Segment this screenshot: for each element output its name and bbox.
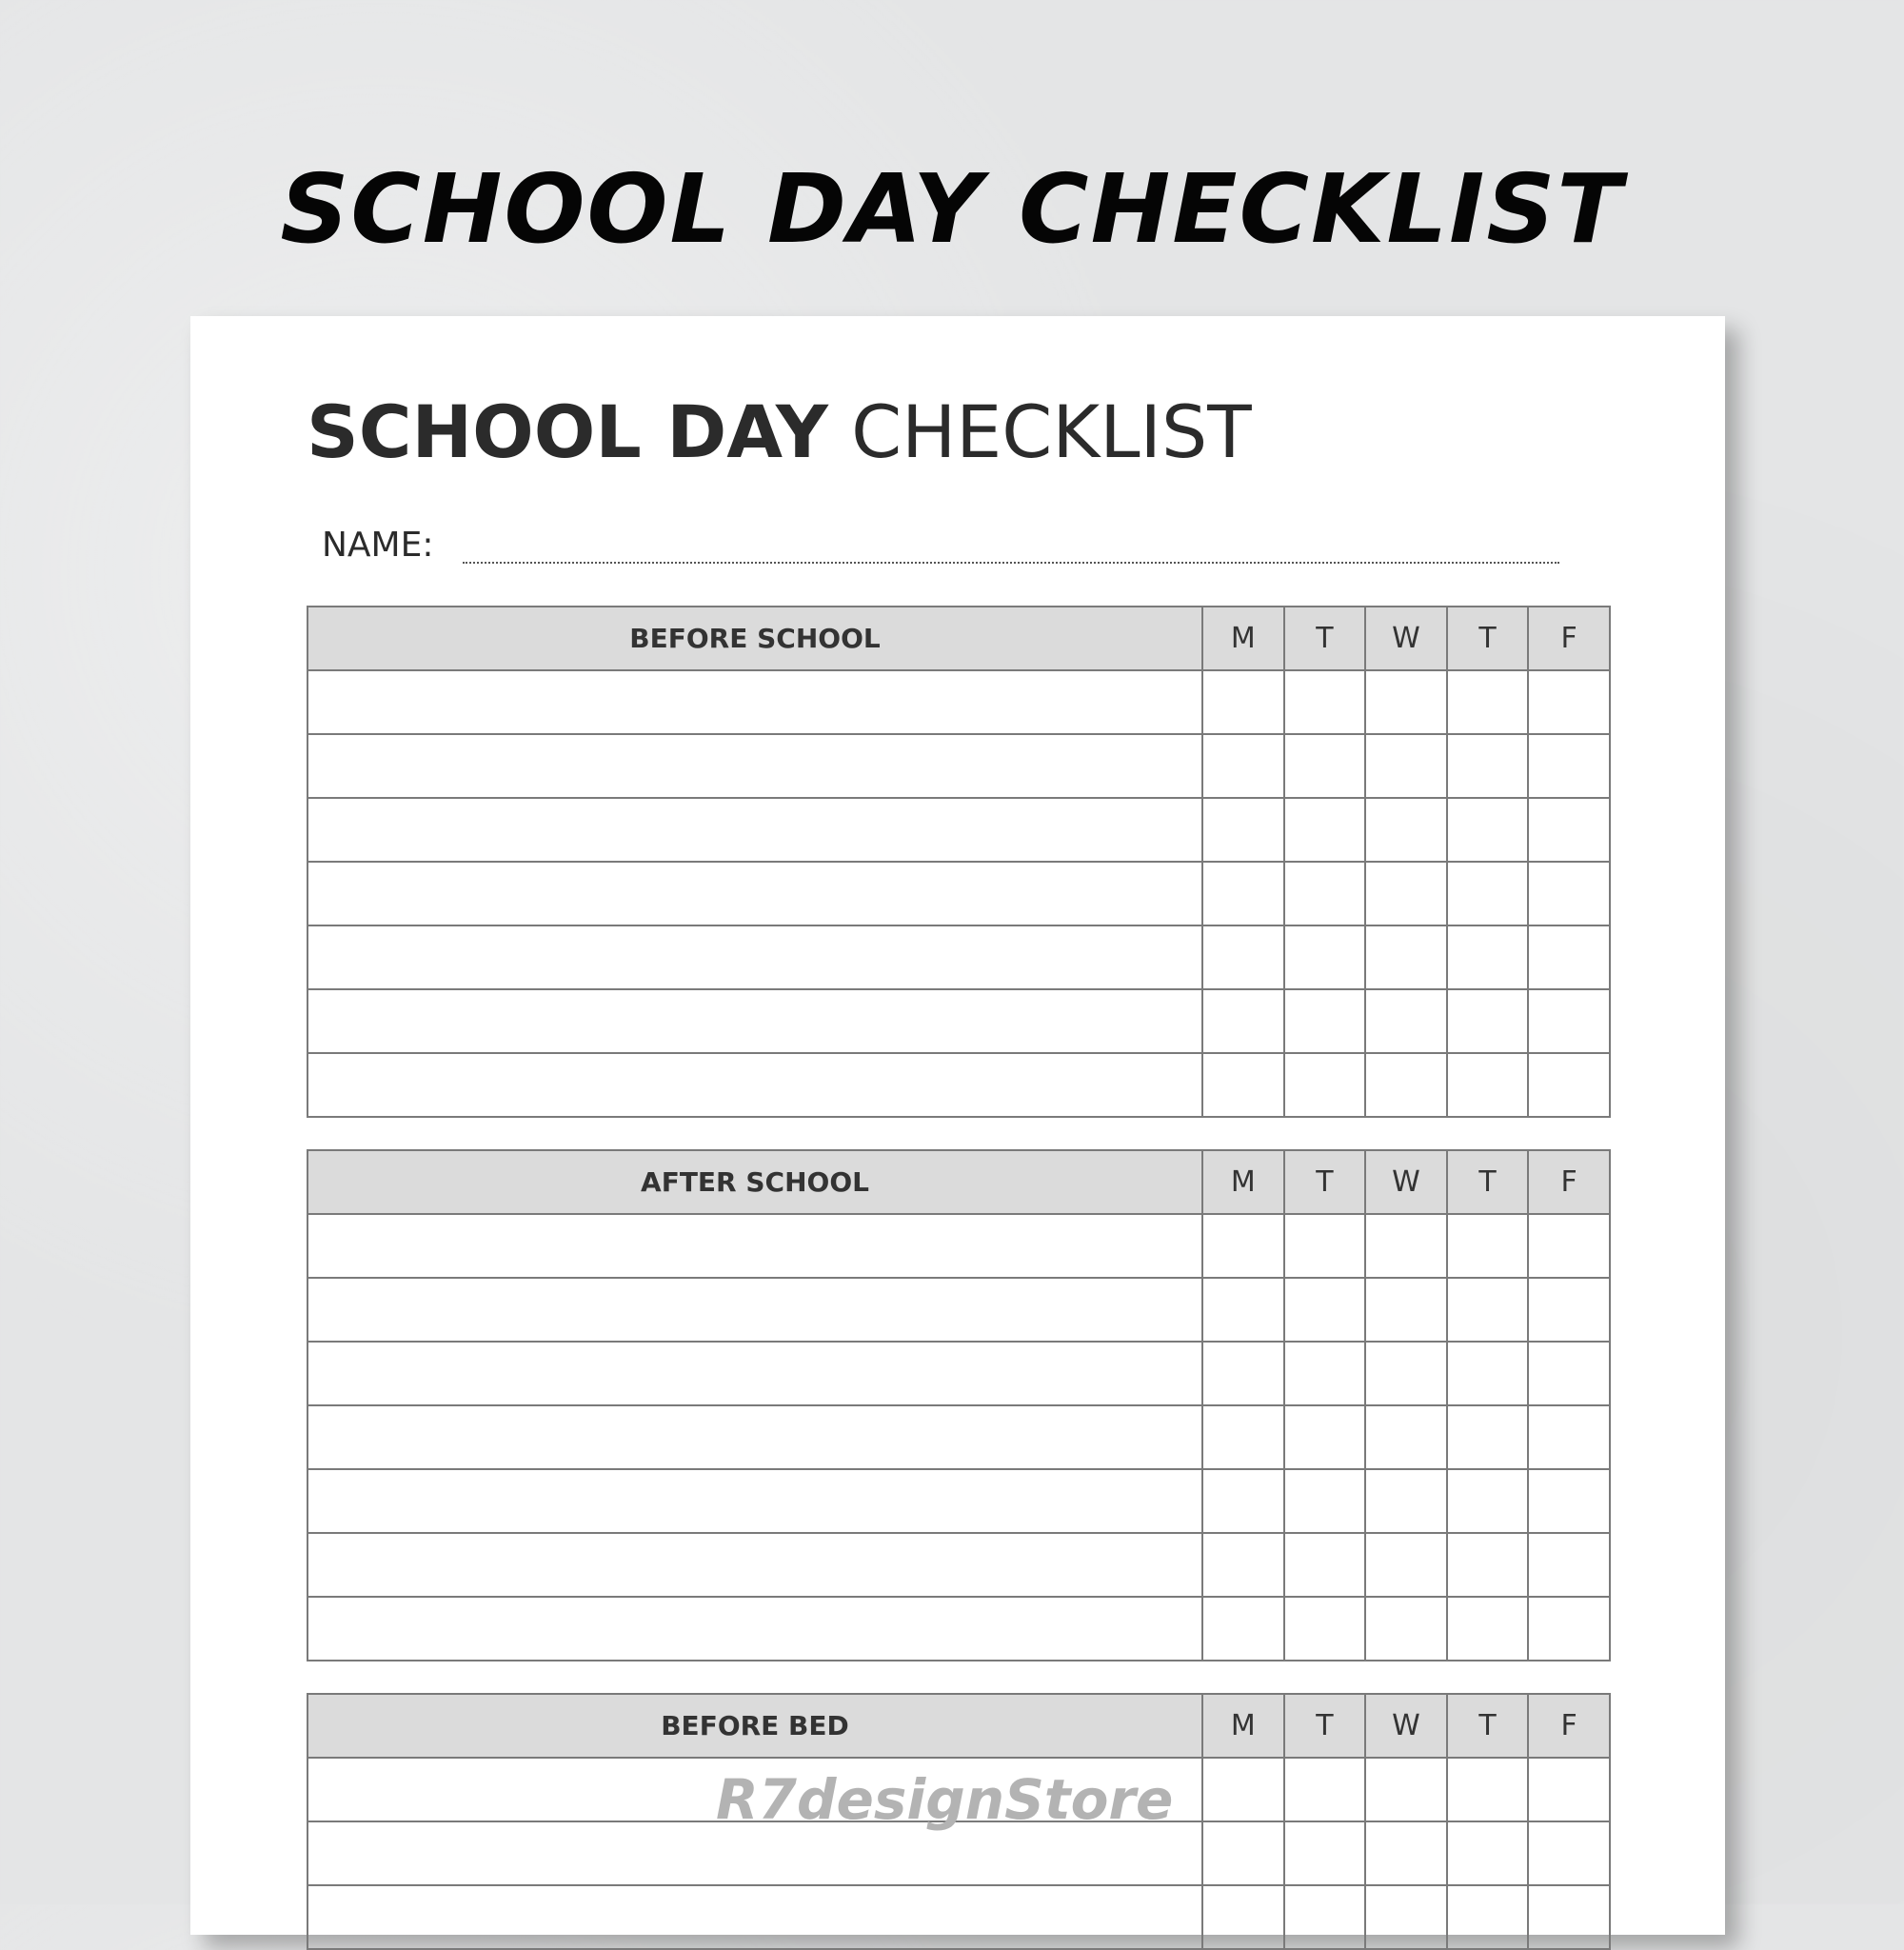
check-cell-thursday[interactable] <box>1447 925 1529 989</box>
check-cell-friday[interactable] <box>1528 1469 1610 1533</box>
section-rows <box>307 1214 1610 1661</box>
check-cell-monday[interactable] <box>1202 1053 1284 1117</box>
check-cell-wednesday[interactable] <box>1365 670 1447 734</box>
checklist-row <box>307 670 1610 734</box>
day-header-monday: M <box>1202 1694 1284 1758</box>
check-cell-tuesday[interactable] <box>1284 862 1366 925</box>
task-cell[interactable] <box>307 1278 1202 1342</box>
check-cell-wednesday[interactable] <box>1365 734 1447 798</box>
check-cell-friday[interactable] <box>1528 734 1610 798</box>
day-header-wednesday: W <box>1365 1694 1447 1758</box>
day-header-thursday: T <box>1447 1150 1529 1214</box>
check-cell-monday[interactable] <box>1202 798 1284 862</box>
checklist-sheet <box>190 316 1725 1935</box>
check-cell-tuesday[interactable] <box>1284 925 1366 989</box>
check-cell-friday[interactable] <box>1528 1758 1610 1821</box>
check-cell-friday[interactable] <box>1528 1597 1610 1661</box>
day-header-wednesday: W <box>1365 1150 1447 1214</box>
check-cell-monday[interactable] <box>1202 1405 1284 1469</box>
check-cell-monday[interactable] <box>1202 1469 1284 1533</box>
check-cell-thursday[interactable] <box>1447 1533 1529 1597</box>
task-cell[interactable] <box>307 670 1202 734</box>
check-cell-monday[interactable] <box>1202 670 1284 734</box>
day-header-thursday: T <box>1447 607 1529 670</box>
checklist-row <box>307 1597 1610 1661</box>
checklist-row <box>307 1469 1610 1533</box>
check-cell-thursday[interactable] <box>1447 1597 1529 1661</box>
task-cell[interactable] <box>307 1053 1202 1117</box>
day-header-thursday: T <box>1447 1694 1529 1758</box>
check-cell-monday[interactable] <box>1202 1885 1284 1949</box>
check-cell-thursday[interactable] <box>1447 798 1529 862</box>
task-cell[interactable] <box>307 1405 1202 1469</box>
check-cell-tuesday[interactable] <box>1284 670 1366 734</box>
task-cell[interactable] <box>307 734 1202 798</box>
task-cell[interactable] <box>307 1533 1202 1597</box>
checklist-row <box>307 1533 1610 1597</box>
checklist-row <box>307 862 1610 925</box>
check-cell-wednesday[interactable] <box>1365 1405 1447 1469</box>
check-cell-monday[interactable] <box>1202 925 1284 989</box>
name-row <box>322 516 1559 573</box>
day-header-tuesday: T <box>1284 607 1366 670</box>
check-cell-tuesday[interactable] <box>1284 798 1366 862</box>
checklist-row <box>307 925 1610 989</box>
section-rows <box>307 670 1610 1117</box>
check-cell-wednesday[interactable] <box>1365 925 1447 989</box>
check-cell-monday[interactable] <box>1202 1821 1284 1885</box>
checklist-row <box>307 1885 1610 1949</box>
check-cell-tuesday[interactable] <box>1284 1469 1366 1533</box>
section-before-school <box>307 606 1611 1118</box>
name-label: NAME: <box>322 526 434 565</box>
check-cell-thursday[interactable] <box>1447 862 1529 925</box>
checklist-row <box>307 1278 1610 1342</box>
task-cell[interactable] <box>307 989 1202 1053</box>
check-cell-wednesday[interactable] <box>1365 798 1447 862</box>
check-cell-monday[interactable] <box>1202 1533 1284 1597</box>
check-cell-tuesday[interactable] <box>1284 1821 1366 1885</box>
check-cell-thursday[interactable] <box>1447 1053 1529 1117</box>
check-cell-friday[interactable] <box>1528 1214 1610 1278</box>
check-cell-monday[interactable] <box>1202 862 1284 925</box>
check-cell-wednesday[interactable] <box>1365 1533 1447 1597</box>
check-cell-tuesday[interactable] <box>1284 1278 1366 1342</box>
day-header-friday: F <box>1528 1694 1610 1758</box>
sheet-title-bold: SCHOOL DAY <box>307 389 828 474</box>
check-cell-thursday[interactable] <box>1447 1758 1529 1821</box>
sheet-title-light: CHECKLIST <box>851 389 1252 474</box>
check-cell-thursday[interactable] <box>1447 1342 1529 1405</box>
check-cell-monday[interactable] <box>1202 734 1284 798</box>
check-cell-thursday[interactable] <box>1447 734 1529 798</box>
check-cell-wednesday[interactable] <box>1365 1214 1447 1278</box>
checklist-row <box>307 1053 1610 1117</box>
check-cell-thursday[interactable] <box>1447 989 1529 1053</box>
check-cell-thursday[interactable] <box>1447 1821 1529 1885</box>
task-cell[interactable] <box>307 1885 1202 1949</box>
check-cell-monday[interactable] <box>1202 1342 1284 1405</box>
task-cell[interactable] <box>307 1597 1202 1661</box>
watermark-text: R7designStore <box>716 1767 1174 1832</box>
check-cell-wednesday[interactable] <box>1365 1469 1447 1533</box>
check-cell-monday[interactable] <box>1202 989 1284 1053</box>
check-cell-monday[interactable] <box>1202 1278 1284 1342</box>
check-cell-wednesday[interactable] <box>1365 1342 1447 1405</box>
section-header-row <box>307 607 1610 670</box>
task-cell[interactable] <box>307 798 1202 862</box>
check-cell-friday[interactable] <box>1528 925 1610 989</box>
task-cell[interactable] <box>307 862 1202 925</box>
check-cell-thursday[interactable] <box>1447 1469 1529 1533</box>
check-cell-friday[interactable] <box>1528 798 1610 862</box>
checklist-row <box>307 989 1610 1053</box>
check-cell-tuesday[interactable] <box>1284 1533 1366 1597</box>
check-cell-wednesday[interactable] <box>1365 1885 1447 1949</box>
day-header-friday: F <box>1528 607 1610 670</box>
check-cell-tuesday[interactable] <box>1284 1885 1366 1949</box>
check-cell-friday[interactable] <box>1528 1533 1610 1597</box>
check-cell-wednesday[interactable] <box>1365 1597 1447 1661</box>
day-header-tuesday: T <box>1284 1150 1366 1214</box>
check-cell-thursday[interactable] <box>1447 1885 1529 1949</box>
name-field[interactable] <box>463 562 1559 564</box>
task-cell[interactable] <box>307 925 1202 989</box>
banner-title: SCHOOL DAY CHECKLIST <box>280 153 1624 265</box>
sheet-title <box>307 385 1252 480</box>
check-cell-thursday[interactable] <box>1447 1214 1529 1278</box>
checklist-row <box>307 1342 1610 1405</box>
checklist-row <box>307 798 1610 862</box>
day-header-friday: F <box>1528 1150 1610 1214</box>
section-title: AFTER SCHOOL <box>307 1150 1202 1214</box>
task-cell[interactable] <box>307 1342 1202 1405</box>
check-cell-friday[interactable] <box>1528 1885 1610 1949</box>
task-cell[interactable] <box>307 1469 1202 1533</box>
checklist-row <box>307 1405 1610 1469</box>
section-after-school <box>307 1149 1611 1661</box>
check-cell-thursday[interactable] <box>1447 1405 1529 1469</box>
check-cell-wednesday[interactable] <box>1365 1821 1447 1885</box>
checklist-row <box>307 734 1610 798</box>
check-cell-thursday[interactable] <box>1447 670 1529 734</box>
task-cell[interactable] <box>307 1214 1202 1278</box>
check-cell-tuesday[interactable] <box>1284 1405 1366 1469</box>
check-cell-tuesday[interactable] <box>1284 1597 1366 1661</box>
section-header-row <box>307 1694 1610 1758</box>
check-cell-monday[interactable] <box>1202 1758 1284 1821</box>
check-cell-friday[interactable] <box>1528 1821 1610 1885</box>
section-title: BEFORE SCHOOL <box>307 607 1202 670</box>
section-title: BEFORE BED <box>307 1694 1202 1758</box>
check-cell-tuesday[interactable] <box>1284 1342 1366 1405</box>
check-cell-tuesday[interactable] <box>1284 1214 1366 1278</box>
day-header-monday: M <box>1202 1150 1284 1214</box>
check-cell-tuesday[interactable] <box>1284 989 1366 1053</box>
check-cell-friday[interactable] <box>1528 1405 1610 1469</box>
check-cell-friday[interactable] <box>1528 670 1610 734</box>
check-cell-wednesday[interactable] <box>1365 1053 1447 1117</box>
check-cell-tuesday[interactable] <box>1284 734 1366 798</box>
check-cell-tuesday[interactable] <box>1284 1053 1366 1117</box>
check-cell-wednesday[interactable] <box>1365 862 1447 925</box>
check-cell-monday[interactable] <box>1202 1214 1284 1278</box>
check-cell-wednesday[interactable] <box>1365 1278 1447 1342</box>
check-cell-wednesday[interactable] <box>1365 1758 1447 1821</box>
check-cell-friday[interactable] <box>1528 862 1610 925</box>
checklist-row <box>307 1214 1610 1278</box>
check-cell-friday[interactable] <box>1528 989 1610 1053</box>
day-header-wednesday: W <box>1365 607 1447 670</box>
check-cell-wednesday[interactable] <box>1365 989 1447 1053</box>
day-header-tuesday: T <box>1284 1694 1366 1758</box>
check-cell-friday[interactable] <box>1528 1342 1610 1405</box>
section-header-row <box>307 1150 1610 1214</box>
check-cell-friday[interactable] <box>1528 1053 1610 1117</box>
check-cell-thursday[interactable] <box>1447 1278 1529 1342</box>
day-header-monday: M <box>1202 607 1284 670</box>
check-cell-tuesday[interactable] <box>1284 1758 1366 1821</box>
check-cell-friday[interactable] <box>1528 1278 1610 1342</box>
check-cell-monday[interactable] <box>1202 1597 1284 1661</box>
